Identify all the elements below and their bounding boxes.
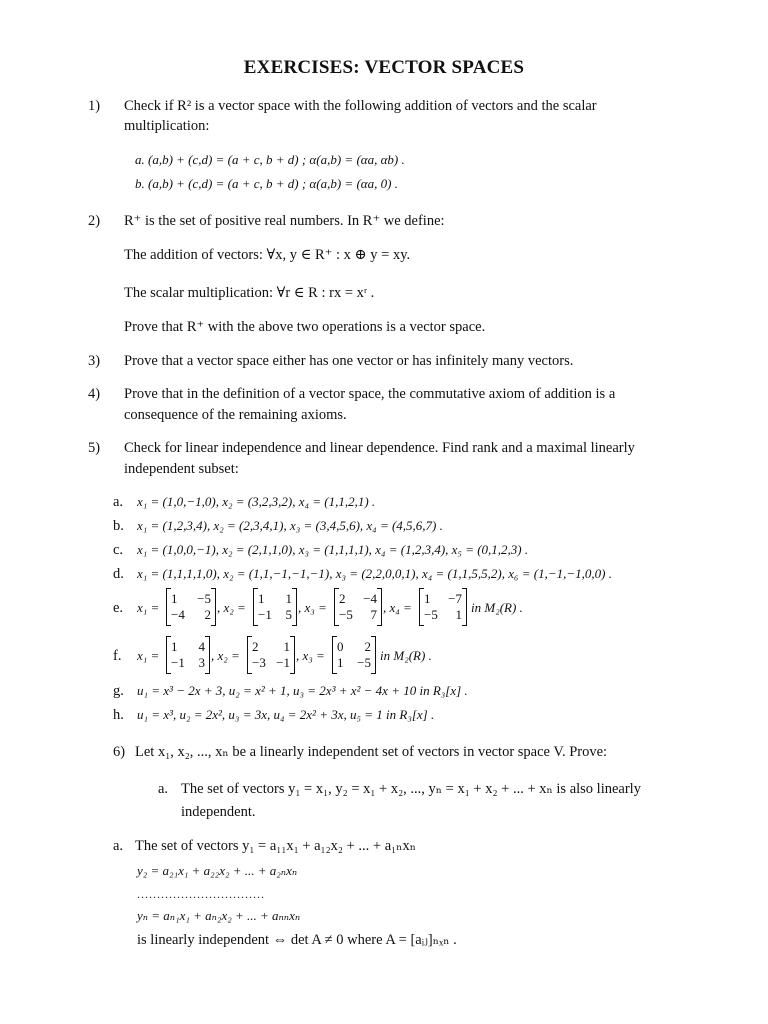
q2-prove: Prove that R⁺ with the above two operations is a vector space. (124, 319, 486, 335)
matrix-cell: 1 (171, 639, 178, 654)
q4-number: 4) (88, 386, 101, 402)
q5-e-label: e. (113, 600, 124, 616)
matrix-cell: −5 (339, 607, 353, 622)
matrix-cell: −5 (357, 655, 371, 670)
q5-e-matrix-3 (334, 588, 382, 626)
q1-part-b: b. (a,b) + (c,d) = (a + c, b + d) ; α(a,b) = (αa, 0) . (135, 176, 398, 191)
matrix-cell: 5 (285, 607, 292, 622)
matrix-cell: 1 (424, 591, 431, 606)
matrix-cell: −7 (448, 591, 462, 606)
q5-f-matrix-2 (247, 636, 295, 674)
matrix-cell: 3 (198, 655, 205, 670)
matrix-cell: 7 (370, 607, 377, 622)
page-title: EXERCISES: VECTOR SPACES (243, 57, 525, 78)
q5-f-x2-label: , x₂ = (211, 648, 240, 663)
q7-ellipsis: ................................ (137, 887, 265, 901)
q1-text-line1: Check if R² is a vector space with the following addition of vectors and the scalar (124, 98, 597, 114)
q7-line4: is linearly independent ⇔ det A ≠ 0 where A = [aᵢⱼ]ₙₓₙ . (137, 932, 457, 948)
matrix-cell: −3 (252, 655, 266, 670)
matrix-cell: 2 (339, 591, 346, 606)
q5-e-matrix-4 (419, 588, 467, 626)
q6-a-line2: independent. (181, 804, 256, 820)
matrix-cell: 1 (283, 639, 290, 654)
q5-e-matrix-2 (253, 588, 297, 626)
q5-f-x1-label: x₁ = (137, 648, 160, 663)
q1-number: 1) (88, 98, 101, 114)
matrix-cell: 1 (258, 591, 265, 606)
q6-a-line1: The set of vectors y₁ = x₁, y₂ = x₁ + x₂, ..., yₙ = x₁ + x₂ + ... + xₙ is also linearly (181, 781, 641, 797)
q1-text-line2: multiplication: (124, 118, 210, 134)
matrix-cell: 1 (171, 591, 178, 606)
q2-addition: The addition of vectors: ∀x, y ∈ R⁺ : x ⊕ y = xy. (124, 247, 411, 263)
matrix-cell: 2 (204, 607, 211, 622)
q5-c-label: c. (113, 542, 124, 558)
q5-f-x3-label: , x₃ = (296, 648, 325, 663)
q7-a-label: a. (113, 838, 124, 854)
q5-f-matrix-1 (166, 636, 210, 674)
matrix-cell: 2 (364, 639, 371, 654)
q3-number: 3) (88, 353, 101, 369)
q5-e-x2-label: , x₂ = (217, 600, 246, 615)
q4-text-line1: Prove that in the definition of a vector space, the commutative axiom of addition is a (124, 386, 616, 402)
matrix-cell: −5 (197, 591, 211, 606)
q5-d-label: d. (113, 566, 124, 582)
matrix-cell: 1 (455, 607, 462, 622)
q5-e-x4-label: , x₄ = (383, 600, 412, 615)
matrix-cell: 0 (337, 639, 344, 654)
q5-g-label: g. (113, 683, 124, 699)
q5-e-matrix-1 (166, 588, 216, 626)
matrix-cell: 1 (337, 655, 344, 670)
q5-b-vectors: x₁ = (1,2,3,4), x₂ = (2,3,4,1), x₃ = (3,4,5,6), x₄ = (4,5,6,7) . (137, 518, 443, 533)
q3-text: Prove that a vector space either has one vector or has infinitely many vectors. (124, 353, 574, 369)
q5-a-label: a. (113, 494, 124, 510)
matrix-cell: 1 (285, 591, 292, 606)
q7-line1: The set of vectors y₁ = a₁₁x₁ + a₁₂x₂ + ... + a₁ₙxₙ (135, 838, 416, 854)
matrix-cell: −4 (363, 591, 377, 606)
q6-a-label: a. (158, 781, 169, 797)
matrix-cell: 4 (198, 639, 205, 654)
matrix-cell: −1 (276, 655, 290, 670)
q5-text-line1: Check for linear independence and linear dependence. Find rank and a maximal linearly (124, 440, 635, 456)
q5-g-polynomials: u₁ = x³ − 2x + 3, u₂ = x² + 1, u₃ = 2x³ + x² − 4x + 10 in R₃[x] . (137, 683, 468, 698)
q5-f-label: f. (113, 648, 122, 664)
q6-text: Let x₁, x₂, ..., xₙ be a linearly independent set of vectors in vector space V. Prove: (135, 744, 608, 760)
matrix-cell: −1 (171, 655, 185, 670)
q5-e-space: in M₂(R) . (471, 600, 523, 615)
q7-line3: yₙ = aₙ₁x₁ + aₙ₂x₂ + ... + aₙₙxₙ (137, 908, 301, 923)
q2-number: 2) (88, 213, 101, 229)
q5-d-vectors: x₁ = (1,1,1,1,0), x₂ = (1,1,−1,−1,−1), x₃ = (2,2,0,0,1), x₄ = (1,1,5,5,2), x₆ = (1,−1,−1,0,0) . (137, 566, 612, 581)
q2-scalar-mult: The scalar multiplication: ∀r ∈ R : rx = xʳ . (124, 285, 375, 301)
q5-h-label: h. (113, 707, 124, 723)
q5-h-polynomials: u₁ = x³, u₂ = 2x², u₃ = 3x, u₄ = 2x² + 3x, u₅ = 1 in R₃[x] . (137, 707, 435, 722)
matrix-cell: −1 (258, 607, 272, 622)
q7-line2: y₂ = a₂₁x₁ + a₂₂x₂ + ... + a₂ₙxₙ (137, 863, 298, 878)
q5-text-line2: independent subset: (124, 461, 239, 477)
q5-c-vectors: x₁ = (1,0,0,−1), x₂ = (2,1,1,0), x₃ = (1,1,1,1), x₄ = (1,2,3,4), x₅ = (0,1,2,3) . (137, 542, 529, 557)
q5-a-vectors: x₁ = (1,0,−1,0), x₂ = (3,2,3,2), x₄ = (1,1,2,1) . (137, 494, 376, 509)
matrix-cell: −5 (424, 607, 438, 622)
q1-part-a: a. (a,b) + (c,d) = (a + c, b + d) ; α(a,b) = (αa, αb) . (135, 152, 405, 167)
q6-number: 6) (113, 744, 126, 760)
q4-text-line2: consequence of the remaining axioms. (124, 407, 347, 423)
q5-f-matrix-3 (332, 636, 376, 674)
q5-e-x1-label: x₁ = (137, 600, 160, 615)
q5-b-label: b. (113, 518, 124, 534)
q5-f-space: in M₂(R) . (380, 648, 432, 663)
matrix-cell: −4 (171, 607, 185, 622)
q2-text-line1: R⁺ is the set of positive real numbers. In R⁺ we define: (124, 213, 445, 229)
q5-number: 5) (88, 440, 101, 456)
matrix-cell: 2 (252, 639, 259, 654)
q5-e-x3-label: , x₃ = (298, 600, 327, 615)
